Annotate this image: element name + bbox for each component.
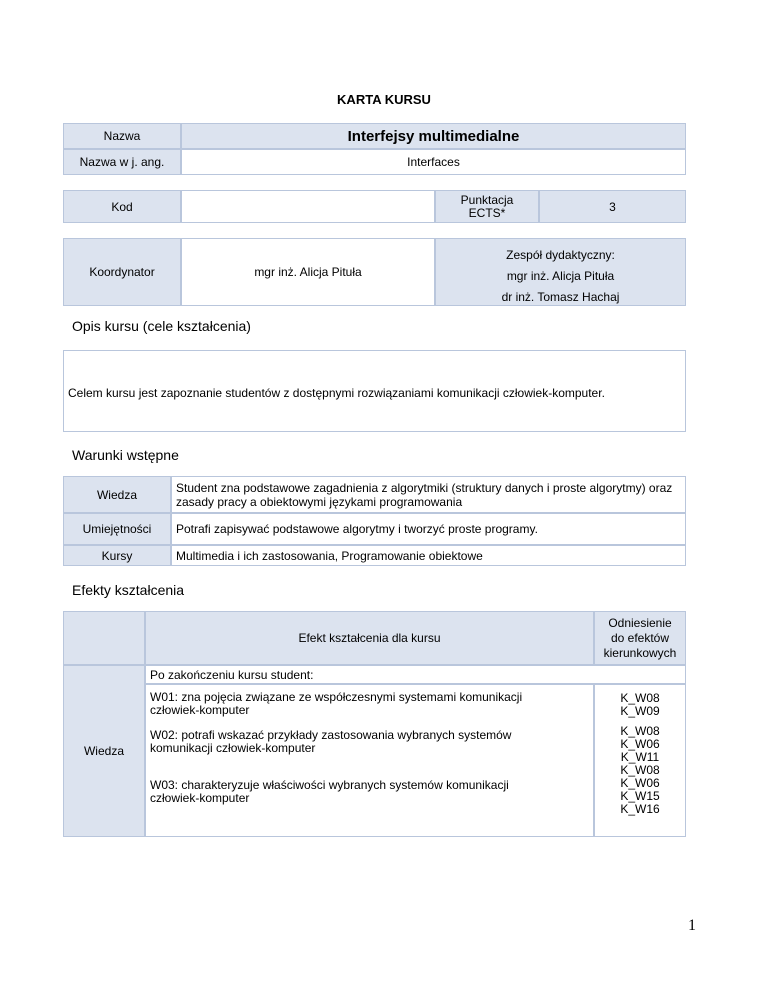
efekty-items-cell xyxy=(145,684,594,837)
warunki-text: Student zna podstawowe zagadnienia z algorytmiki (struktury danych i proste algorytmy) oraz zasady pracy a obiektowymi językami programowania xyxy=(171,476,686,513)
nazwa-label: Nazwa xyxy=(63,123,181,149)
warunki-label: Wiedza xyxy=(63,476,171,513)
zespol-member: mgr inż. Alicja Pituła xyxy=(506,269,615,283)
warunki-heading: Warunki wstępne xyxy=(72,447,179,463)
efekt-ref: K_W06 xyxy=(620,737,660,751)
efekty-col-ref: Odniesienie do efektów kierunkowych xyxy=(594,611,686,665)
ects-label: Punktacja ECTS* xyxy=(435,190,539,223)
efekt-item: W02: potrafi wskazać przykłady zastosowania wybranych systemów komunikacji człowiek-komputer xyxy=(150,728,512,755)
zespol-label: Zespół dydaktyczny: xyxy=(506,248,615,262)
efekt-ref: K_W15 xyxy=(620,789,660,803)
efekty-heading: Efekty kształcenia xyxy=(72,582,185,598)
efekty-refs-cell xyxy=(594,684,686,837)
warunki-text: Multimedia i ich zastosowania, Programowanie obiektowe xyxy=(171,545,686,566)
zespol-member: dr inż. Tomasz Hachaj xyxy=(501,290,620,304)
koordynator-label: Koordynator xyxy=(63,238,181,306)
efekt-ref: K_W06 xyxy=(620,776,660,790)
page-title: KARTA KURSU xyxy=(337,92,431,107)
zespol-cell xyxy=(435,238,686,306)
page-number: 1 xyxy=(688,917,696,934)
kod-value xyxy=(181,190,435,223)
opis-text: Celem kursu jest zapoznanie studentów z dostępnymi rozwiązaniami komunikacji człowiek-komputer. xyxy=(68,386,605,400)
nazwa-value: Interfejsy multimedialne xyxy=(181,123,686,149)
warunki-label: Kursy xyxy=(63,545,171,566)
nazwa-ang-value: Interfaces xyxy=(181,149,686,175)
efekt-ref: K_W11 xyxy=(620,750,660,764)
opis-box xyxy=(63,350,686,432)
efekt-item: W01: zna pojęcia związane ze współczesnymi systemami komunikacji człowiek-komputer xyxy=(150,690,523,717)
kod-label: Kod xyxy=(63,190,181,223)
warunki-label: Umiejętności xyxy=(63,513,171,545)
efekt-ref: K_W16 xyxy=(620,802,660,816)
opis-heading: Opis kursu (cele kształcenia) xyxy=(72,318,251,334)
efekty-row-label: Wiedza xyxy=(63,665,145,837)
efekty-intro: Po zakończeniu kursu student: xyxy=(150,668,314,682)
efekt-item: W03: charakteryzuje właściwości wybranych systemów komunikacji człowiek-komputer xyxy=(150,778,509,805)
efekt-ref: K_W08 xyxy=(620,724,660,738)
koordynator-value: mgr inż. Alicja Pituła xyxy=(181,238,435,306)
efekty-intro-row xyxy=(145,665,686,684)
nazwa-ang-label: Nazwa w j. ang. xyxy=(63,149,181,175)
efekty-col-effect: Efekt kształcenia dla kursu xyxy=(145,611,594,665)
efekt-ref: K_W08 xyxy=(620,691,660,705)
efekt-ref: K_W09 xyxy=(620,704,660,718)
efekty-label-header xyxy=(63,611,145,665)
efekt-ref: K_W08 xyxy=(620,763,660,777)
warunki-text: Potrafi zapisywać podstawowe algorytmy i tworzyć proste programy. xyxy=(171,513,686,545)
ects-value: 3 xyxy=(539,190,686,223)
